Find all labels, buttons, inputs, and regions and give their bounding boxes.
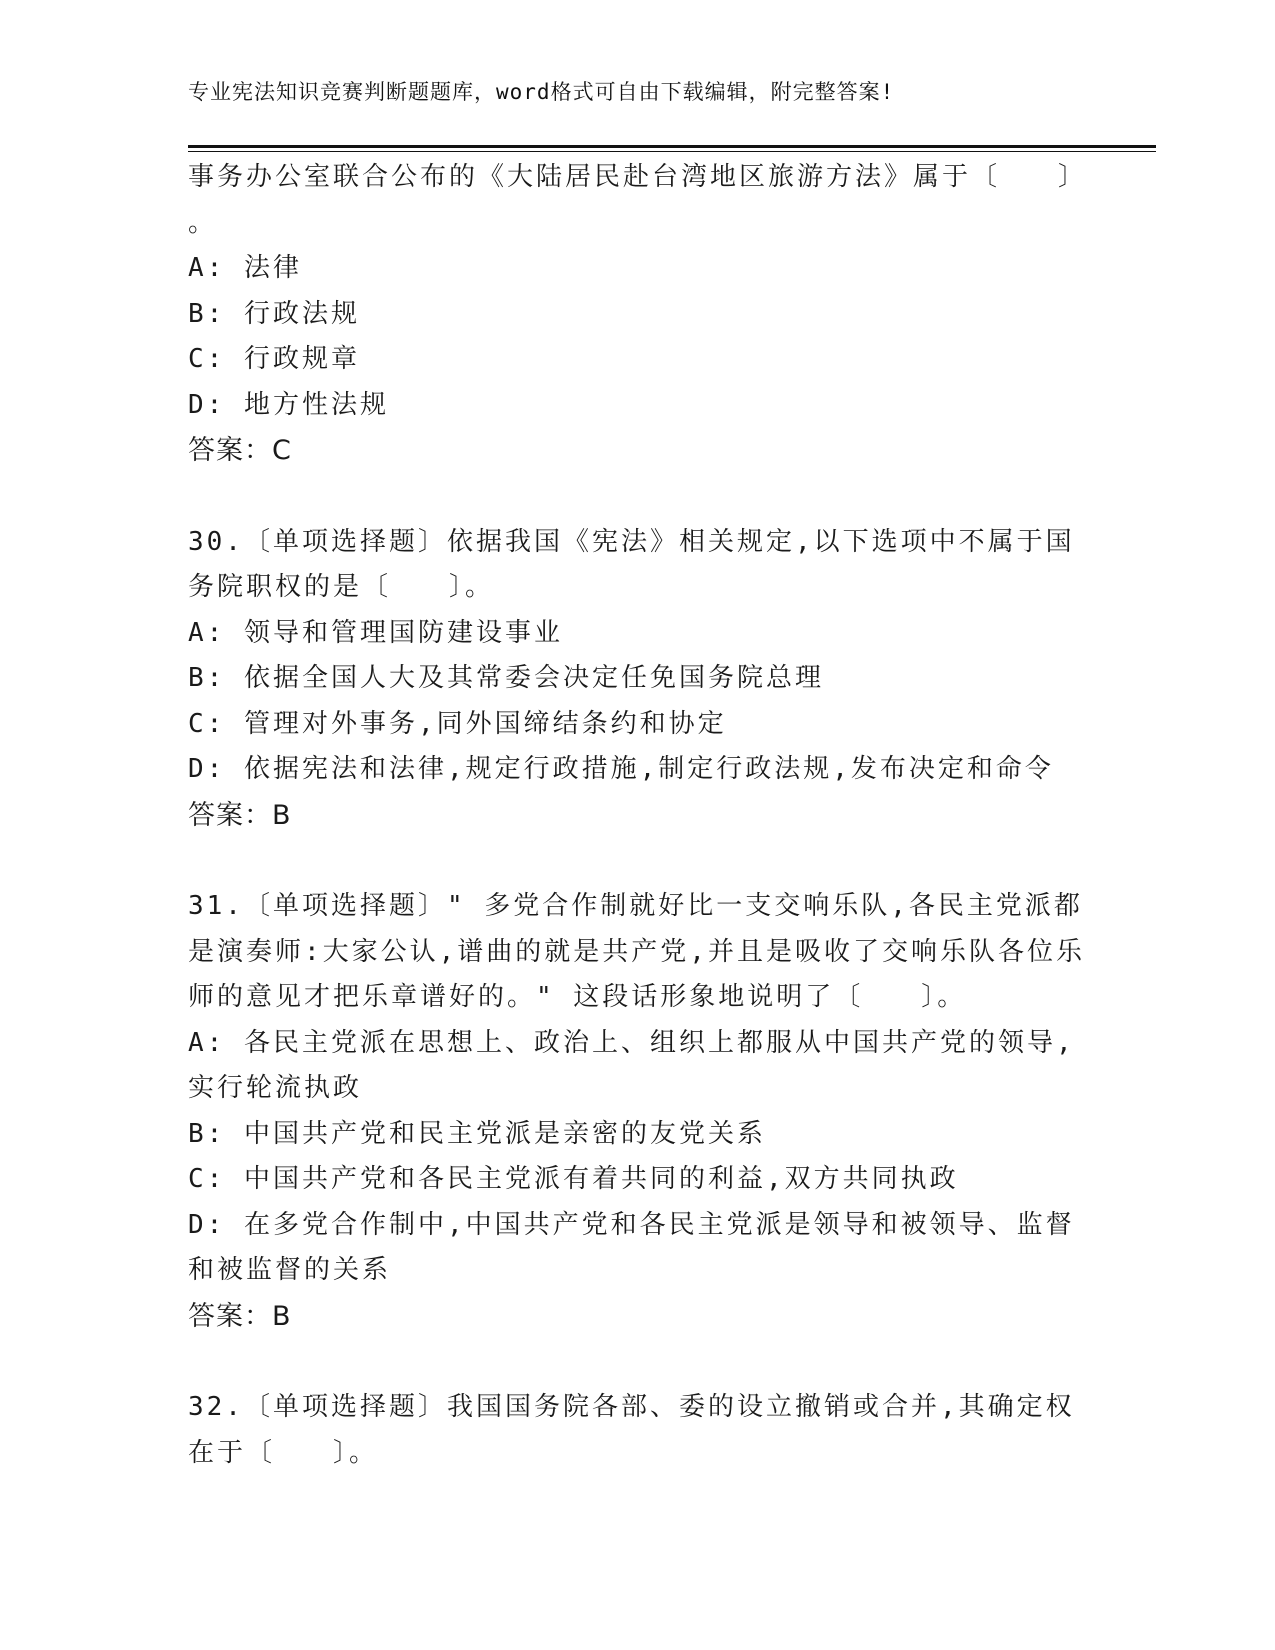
header-rule-thick	[188, 145, 1156, 148]
question-stem-line: 31.〔单项选择题〕" 多党合作制就好比一支交响乐队,各民主党派都	[188, 891, 1083, 921]
question-stem-line: 师的意见才把乐章谱好的。" 这段话形象地说明了〔 〕。	[188, 982, 967, 1012]
question-stem-line: 是演奏师:大家公认,谱曲的就是共产党,并且是吸收了交响乐队各位乐	[188, 936, 1085, 967]
spacer	[188, 1339, 1088, 1385]
spacer	[188, 474, 1088, 520]
question-stem-line: 事务办公室联合公布的《大陆居民赴台湾地区旅游方法》属于〔 〕	[188, 162, 1088, 192]
answer: 答案：C	[188, 435, 292, 466]
option-c: C: 管理对外事务,同外国缔结条约和协定	[188, 708, 727, 739]
spacer	[188, 838, 1088, 884]
question-stem-line: 务院职权的是〔 〕。	[188, 572, 495, 602]
question-stem-line: 30.〔单项选择题〕依据我国《宪法》相关规定,以下选项中不属于国	[188, 526, 1075, 557]
option-d: D: 在多党合作制中,中国共产党和各民主党派是领导和被领导、监督	[188, 1209, 1075, 1240]
option-d-continued: 和被监督的关系	[188, 1255, 392, 1285]
option-a: A: 各民主党派在思想上、政治上、组织上都服从中国共产党的领导,	[188, 1027, 1075, 1058]
option-b: B: 依据全国人大及其常委会决定任免国务院总理	[188, 663, 824, 693]
option-d: D: 地方性法规	[188, 389, 389, 420]
question-29	[188, 155, 1088, 474]
option-a-continued: 实行轮流执政	[188, 1073, 363, 1103]
page-header: 专业宪法知识竞赛判断题题库，word格式可自由下载编辑，附完整答案!	[188, 80, 895, 104]
option-a: A: 法律	[188, 253, 302, 283]
option-b: B: 中国共产党和民主党派是亲密的友党关系	[188, 1118, 766, 1149]
question-stem-line: 32.〔单项选择题〕我国国务院各部、委的设立撤销或合并,其确定权	[188, 1392, 1075, 1422]
question-content	[188, 155, 1088, 1476]
question-32	[188, 1385, 1088, 1476]
header-rule-thin	[188, 151, 1156, 152]
option-b: B: 行政法规	[188, 298, 360, 329]
option-d: D: 依据宪法和法律,规定行政措施,制定行政法规,发布决定和命令	[188, 754, 1054, 784]
option-c: C: 行政规章	[188, 344, 360, 374]
answer: 答案：B	[188, 1300, 292, 1332]
question-31	[188, 884, 1088, 1339]
answer: 答案：B	[188, 799, 292, 831]
question-30	[188, 520, 1088, 839]
question-stem-line: 。	[188, 207, 218, 238]
option-c: C: 中国共产党和各民主党派有着共同的利益,双方共同执政	[188, 1164, 959, 1194]
question-stem-line: 在于〔 〕。	[188, 1437, 379, 1468]
option-a: A: 领导和管理国防建设事业	[188, 617, 563, 648]
